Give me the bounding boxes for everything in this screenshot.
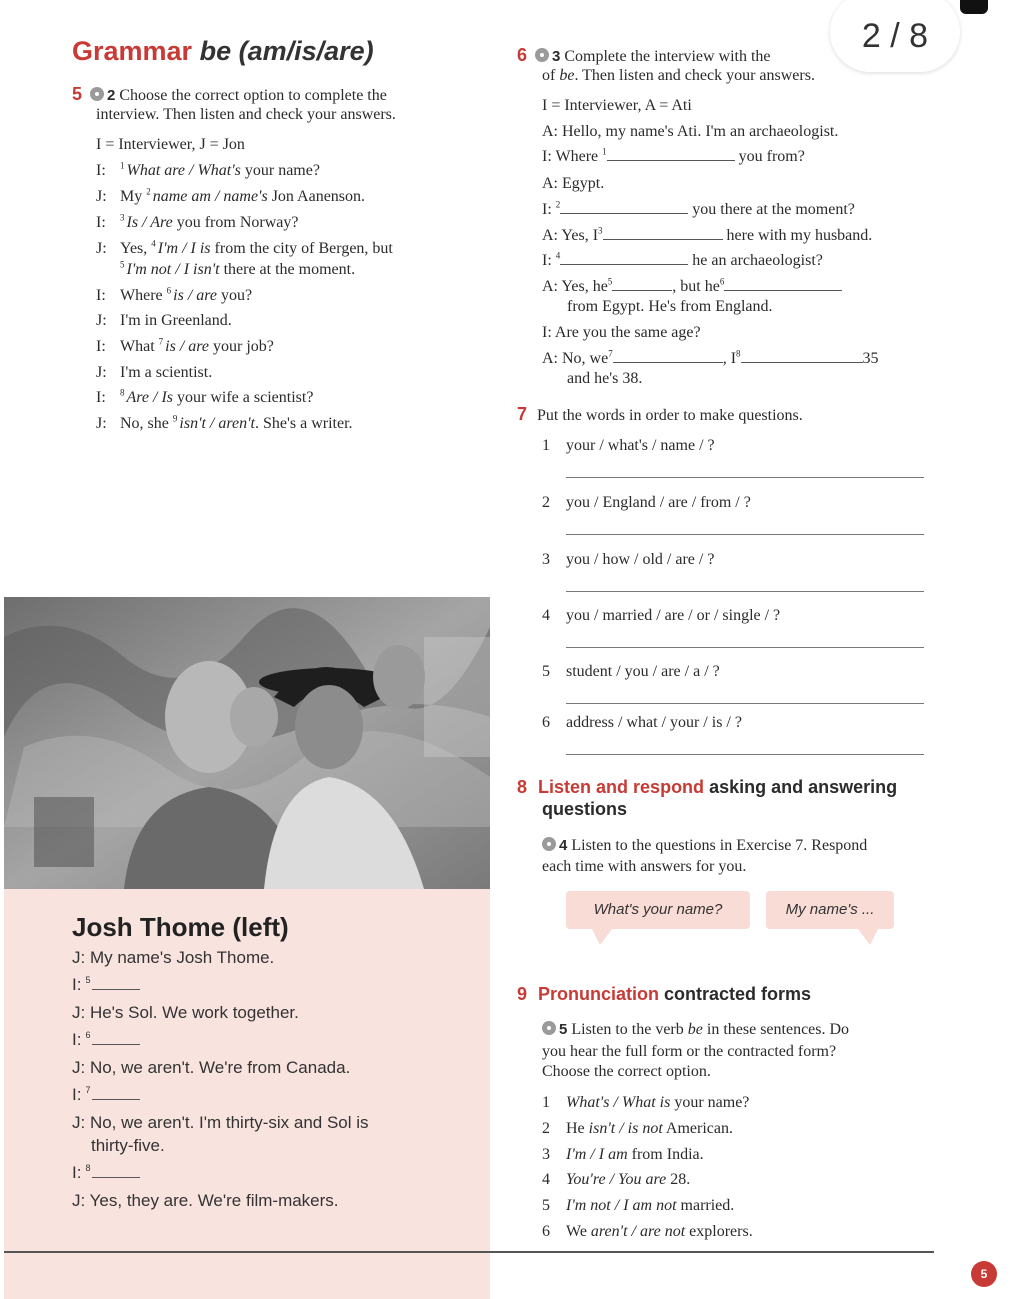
grammar-topic: be (am/is/are) — [199, 36, 374, 66]
option-choice[interactable]: What are / What's — [126, 162, 241, 179]
option-choice[interactable]: aren't / are not — [590, 1223, 686, 1240]
line-text: J: My name's Josh Thome. — [72, 948, 275, 967]
line-text: married. — [676, 1197, 735, 1214]
line-text: Yes, — [120, 240, 152, 257]
ex7-item — [542, 550, 714, 570]
ex7-item — [542, 493, 751, 513]
ex6-line-9b: and he's 38. — [567, 370, 643, 387]
ex5-line — [96, 286, 252, 306]
ex8-heading — [517, 776, 897, 798]
line-text: Jon Aanenson. — [267, 188, 366, 205]
answer-line[interactable] — [566, 591, 924, 592]
line-text: your job? — [209, 338, 274, 355]
bottom-rule — [4, 1251, 934, 1253]
josh-line — [91, 1135, 165, 1157]
item-number: 1 — [542, 1094, 550, 1111]
ex6-instr-rest: . Then listen and check your answers. — [574, 67, 815, 84]
ex9-instr-be: be — [687, 1021, 703, 1038]
line-text: Where — [120, 287, 167, 304]
line-text: I'm a scientist. — [120, 364, 213, 381]
ex9-item — [542, 1196, 734, 1216]
ex7-heading — [517, 404, 803, 426]
ex8-instruction-2: each time with answers for you. — [542, 858, 747, 875]
ex9-heading — [517, 983, 811, 1005]
ex5-line — [96, 260, 355, 280]
line-text: I: — [72, 1163, 82, 1182]
item-number: 6 — [542, 1223, 550, 1240]
answer-line[interactable] — [566, 477, 924, 478]
ex5-heading — [72, 84, 387, 106]
ex8-title-red: Listen and respond — [538, 777, 705, 797]
option-choice[interactable]: You're / You are — [566, 1171, 667, 1188]
line-text: I: — [72, 975, 82, 994]
speaker: J: — [96, 240, 107, 257]
josh-line — [72, 947, 274, 969]
item-number: 5 — [120, 259, 125, 270]
line-text: American. — [662, 1120, 733, 1137]
gap-blank-5[interactable] — [612, 277, 672, 291]
option-choice[interactable]: What's / What is — [566, 1094, 671, 1111]
ex8-instruction — [542, 836, 867, 856]
ex5-line — [96, 239, 393, 259]
ex7-item — [542, 713, 742, 733]
josh-line — [72, 1057, 350, 1079]
option-choice[interactable]: Is / Are — [126, 214, 173, 231]
ex5-instruction-2: interview. Then listen and check your answers. — [96, 106, 396, 123]
ex6-line-9 — [542, 349, 879, 369]
gap-blank[interactable] — [92, 1086, 140, 1100]
ex5-line — [96, 161, 320, 181]
option-choice[interactable]: isn't / aren't — [179, 415, 255, 432]
option-choice[interactable]: is / are — [173, 287, 217, 304]
item-number: 2 — [542, 494, 550, 511]
gap-number: 3 — [598, 225, 603, 236]
line-text: J: Yes, they are. We're film-makers. — [72, 1191, 339, 1210]
gap-blank-4[interactable] — [560, 251, 688, 265]
speech-bubble-answer: My name's ... — [766, 891, 894, 929]
ex9-instr-1a: Listen to the verb — [571, 1021, 688, 1038]
option-choice[interactable]: I'm / I is — [157, 240, 211, 257]
speaker: J: — [96, 364, 107, 381]
option-choice[interactable]: I'm not / I isn't — [126, 261, 220, 278]
page-counter: 2 / 8 — [830, 0, 960, 72]
scrambled-words: you / England / are / from / ? — [566, 494, 751, 511]
ex6-instr-of: of — [542, 67, 560, 84]
scrambled-words: your / what's / name / ? — [566, 437, 715, 454]
gap-blank-8[interactable] — [741, 349, 863, 363]
item-number: 5 — [542, 663, 550, 680]
grammar-title — [72, 36, 374, 67]
ex5-instruction-1: Choose the correct option to complete the — [119, 87, 387, 104]
item-number: 4 — [542, 1171, 550, 1188]
bubble-tail — [592, 929, 612, 945]
ex6-number: 6 — [517, 45, 528, 65]
item-number: 4 — [542, 607, 550, 624]
photo-josh-and-sol — [4, 597, 490, 889]
ex6-l9b: , I — [722, 350, 737, 367]
ex6-instruction-1: Complete the interview with the — [564, 48, 771, 65]
option-choice[interactable]: isn't / is not — [588, 1120, 663, 1137]
option-choice[interactable]: name am / name's — [152, 188, 268, 205]
josh-line — [72, 1084, 140, 1106]
item-number: 9 — [172, 413, 178, 424]
gap-number: 7 — [85, 1085, 91, 1096]
line-text: there at the moment. — [219, 261, 356, 278]
gap-number: 1 — [602, 146, 607, 157]
speaker: I: — [96, 162, 106, 179]
ex5-number: 5 — [72, 84, 83, 104]
ex6-line-6 — [542, 251, 823, 271]
ex5-line — [96, 213, 298, 233]
answer-line[interactable] — [566, 754, 924, 755]
speech-bubble-question: What's your name? — [566, 891, 750, 929]
line-text: No, she — [120, 415, 173, 432]
corner-tab — [960, 0, 988, 14]
josh-line — [72, 1162, 140, 1184]
line-text: I: — [72, 1030, 82, 1049]
line-text: your name? — [670, 1094, 750, 1111]
line-text: What — [120, 338, 159, 355]
line-text: I'm in Greenland. — [120, 312, 232, 329]
line-text: I: — [72, 1085, 82, 1104]
option-choice[interactable]: Are / Is — [126, 389, 174, 406]
line-text: J: No, we aren't. We're from Canada. — [72, 1058, 351, 1077]
gap-blank[interactable] — [92, 1031, 140, 1045]
ex8-title-line2: questions — [542, 799, 628, 819]
ex9-title-rest: contracted forms — [659, 984, 812, 1004]
ex8-number: 8 — [517, 777, 528, 797]
ex5-track: 2 — [107, 87, 116, 104]
ex9-instr-1c: in these sentences. Do — [702, 1021, 850, 1038]
ex5-line — [96, 414, 353, 434]
ex9-title-red: Pronunciation — [538, 984, 660, 1004]
option-choice[interactable]: I'm not / I am not — [566, 1197, 677, 1214]
ex9-number: 9 — [517, 984, 528, 1004]
speaker: I: — [96, 389, 106, 406]
josh-line — [72, 1112, 369, 1134]
ex6-line-3: A: Egypt. — [542, 175, 605, 192]
ex6-line-2 — [542, 147, 805, 167]
gap-number: 5 — [607, 276, 613, 287]
grammar-word: Grammar — [72, 36, 193, 66]
ex9-item — [542, 1145, 704, 1165]
ex6-l2a: I: Where — [542, 148, 599, 165]
item-number: 8 — [120, 387, 125, 398]
item-number: 3 — [120, 212, 125, 223]
ex8-instruction-1: Listen to the questions in Exercise 7. Respond — [571, 837, 868, 854]
gap-number: 8 — [736, 348, 741, 359]
ex9-track: 5 — [559, 1021, 568, 1038]
item-number: 1 — [120, 160, 125, 171]
ex6-heading — [517, 45, 771, 67]
item-number: 4 — [151, 238, 156, 249]
item-number: 1 — [542, 437, 550, 454]
ex9-item — [542, 1119, 733, 1139]
ex6-line-1: A: Hello, my name's Ati. I'm an archaeologist. — [542, 123, 839, 140]
option-choice[interactable]: is / are — [165, 338, 210, 355]
josh-line — [72, 974, 140, 996]
line-text: your wife a scientist? — [173, 389, 314, 406]
item-number: 3 — [542, 551, 550, 568]
ex9-instruction — [542, 1020, 849, 1040]
josh-line — [72, 1029, 140, 1051]
option-choice[interactable]: I'm / I am — [566, 1146, 628, 1163]
speaker: J: — [96, 415, 107, 432]
ex7-number: 7 — [517, 404, 528, 424]
line-text: from the city of Bergen, but — [210, 240, 393, 257]
ex6-instr-be: be — [559, 67, 575, 84]
ex6-instruction-2 — [542, 66, 815, 86]
josh-line — [72, 1190, 339, 1212]
ex7-instruction: Put the words in order to make questions. — [537, 407, 803, 424]
scrambled-words: student / you / are / a / ? — [566, 663, 720, 680]
photo-illustration — [4, 597, 490, 889]
gap-number: 7 — [608, 348, 613, 359]
answer-line[interactable] — [566, 534, 924, 535]
line-text: from India. — [627, 1146, 704, 1163]
line-text: thirty-five. — [91, 1136, 165, 1155]
ex6-l4b: you there at the moment? — [692, 201, 855, 218]
line-text: 28. — [666, 1171, 691, 1188]
answer-line[interactable] — [566, 703, 924, 704]
scrambled-words: address / what / your / is / ? — [566, 714, 742, 731]
ex5-line — [96, 363, 212, 383]
ex9-instruction-3: Choose the correct option. — [542, 1063, 711, 1080]
line-text: you from Norway? — [172, 214, 299, 231]
item-number: 5 — [542, 1197, 550, 1214]
item-number: 6 — [542, 714, 550, 731]
line-text: We — [566, 1223, 591, 1240]
audio-cd-icon[interactable] — [542, 837, 556, 851]
ex7-item — [542, 606, 780, 626]
gap-blank-1[interactable] — [607, 147, 735, 161]
speaker: J: — [96, 312, 107, 329]
gap-number: 8 — [85, 1163, 91, 1174]
ex6-line-7 — [542, 277, 842, 297]
speaker: J: — [96, 188, 107, 205]
ex6-l9a: A: No, we — [542, 350, 609, 367]
speaker: I: — [96, 338, 106, 355]
ex5-line — [96, 337, 274, 357]
ex8-track: 4 — [559, 837, 568, 854]
gap-number: 6 — [719, 276, 725, 287]
ex5-key: I = Interviewer, J = Jon — [96, 136, 245, 153]
line-text: . She's a writer. — [254, 415, 353, 432]
josh-line — [72, 1002, 299, 1024]
ex7-item — [542, 662, 720, 682]
gap-blank-7[interactable] — [613, 349, 723, 363]
ex6-l4a: I: — [542, 201, 552, 218]
ex8-title-rest: asking and answering — [704, 777, 898, 797]
ex6-line-8: I: Are you the same age? — [542, 324, 701, 341]
audio-cd-icon[interactable] — [542, 1021, 556, 1035]
line-text: He — [566, 1120, 589, 1137]
ex7-item — [542, 436, 715, 456]
scrambled-words: you / married / are / or / single / ? — [566, 607, 781, 624]
line-text: your name? — [240, 162, 320, 179]
speaker: I: — [96, 214, 106, 231]
ex5-line — [96, 311, 232, 331]
line-text: you? — [217, 287, 253, 304]
line-text: J: No, we aren't. I'm thirty-six and Sol is — [72, 1113, 369, 1132]
line-text: My — [120, 188, 147, 205]
item-number: 7 — [158, 336, 164, 347]
ex6-line-7b: from Egypt. He's from England. — [567, 298, 773, 315]
line-text: explorers. — [685, 1223, 753, 1240]
scrambled-words: you / how / old / are / ? — [566, 551, 715, 568]
bubble-tail — [858, 929, 878, 945]
ex6-l7b: , but he — [672, 278, 720, 295]
ex6-line-5 — [542, 226, 872, 246]
ex6-track: 3 — [552, 48, 561, 65]
ex6-key: I = Interviewer, A = Ati — [542, 97, 692, 114]
ex6-l2b: you from? — [738, 148, 805, 165]
ex9-item — [542, 1093, 749, 1113]
item-number: 2 — [542, 1120, 550, 1137]
page-number: 5 — [971, 1261, 997, 1287]
item-number: 3 — [542, 1146, 550, 1163]
ex6-l9c: 35 — [862, 350, 879, 367]
ex6-l6a: I: — [542, 252, 552, 269]
gap-blank-6[interactable] — [724, 277, 842, 291]
audio-cd-icon[interactable] — [90, 87, 104, 101]
line-text: J: He's Sol. We work together. — [72, 1003, 299, 1022]
ex5-line — [96, 388, 313, 408]
ex6-l6b: he an archaeologist? — [692, 252, 823, 269]
speaker: I: — [96, 287, 106, 304]
ex9-item — [542, 1222, 753, 1242]
answer-line[interactable] — [566, 647, 924, 648]
ex5-line — [96, 187, 365, 207]
gap-blank[interactable] — [92, 976, 140, 990]
ex6-l5a: A: Yes, I — [542, 227, 599, 244]
ex6-l5b: here with my husband. — [726, 227, 873, 244]
gap-number: 2 — [555, 199, 561, 210]
gap-number: 4 — [555, 250, 561, 261]
item-number: 6 — [166, 285, 172, 296]
audio-cd-icon[interactable] — [535, 48, 549, 62]
gap-number: 5 — [85, 975, 91, 986]
gap-blank-2[interactable] — [560, 200, 688, 214]
ex9-item — [542, 1170, 690, 1190]
gap-blank-3[interactable] — [603, 226, 723, 240]
gap-blank[interactable] — [92, 1164, 140, 1178]
gap-number: 6 — [85, 1030, 91, 1041]
ex9-instruction-2: you hear the full form or the contracted form? — [542, 1043, 837, 1060]
ex6-l7a: A: Yes, he — [542, 278, 608, 295]
ex6-line-4 — [542, 200, 855, 220]
item-number: 2 — [146, 186, 151, 197]
josh-title: Josh Thome (left) — [72, 912, 289, 942]
